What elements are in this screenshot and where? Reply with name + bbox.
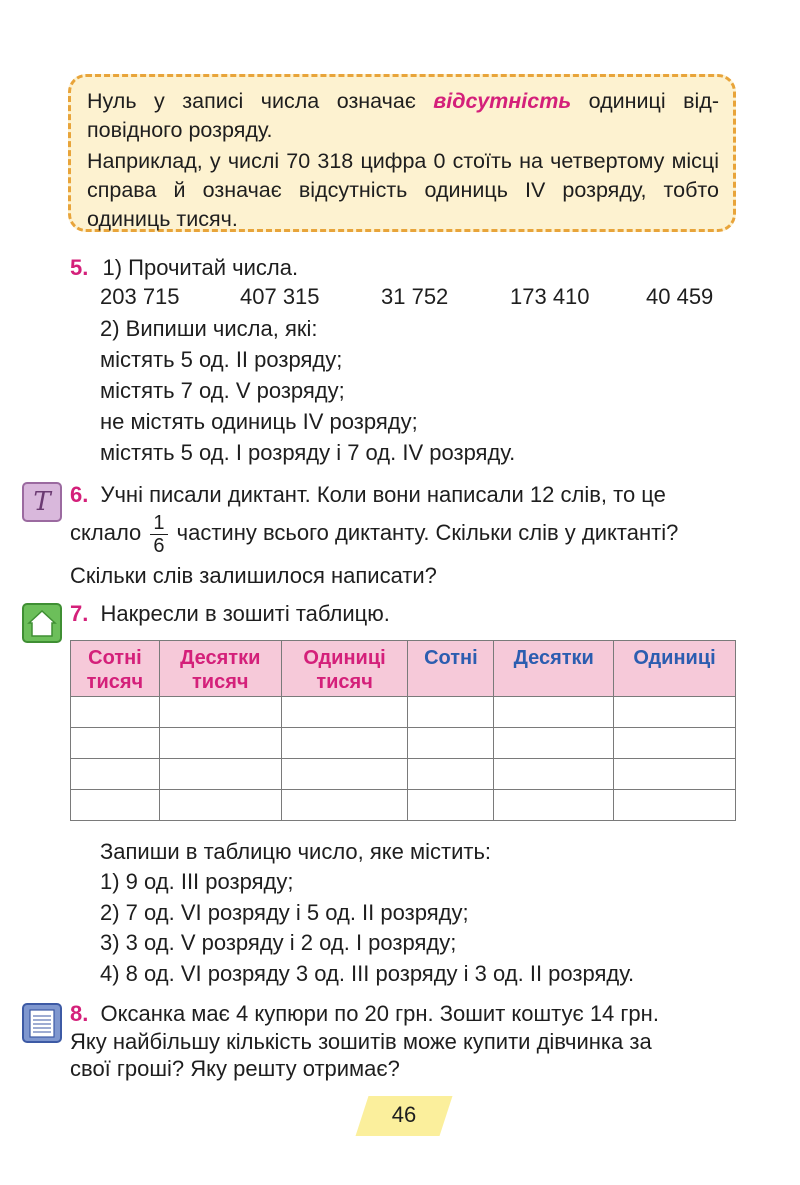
task5-part1: 5. 1) Прочитай числа. — [70, 255, 299, 280]
table-row — [71, 790, 736, 821]
fraction: $\frac{1}{6}$ — [150, 512, 167, 557]
task5-number-4: 40 459 — [646, 284, 714, 309]
table-header: Одиниці — [614, 641, 736, 697]
task6-number: 6. — [70, 482, 89, 507]
table-header: Одиниці тисяч — [281, 641, 408, 697]
rule-box — [68, 74, 736, 232]
task5-condition: містять 5 од. І розряду і 7 од. IV розряду. — [100, 440, 516, 465]
table-header-row — [71, 641, 736, 697]
task7-number: 7. — [70, 601, 89, 626]
table-row — [71, 697, 736, 728]
table-row — [71, 759, 736, 790]
task5-number: 5. — [70, 255, 89, 280]
task8-number: 8. — [70, 1001, 89, 1026]
task5-number-0: 203 715 — [100, 284, 180, 309]
task7-item: 1) 9 од. ІІІ розряду; — [100, 869, 294, 894]
rule-text-1: Нуль у записі числа означає відсутність одиниці від-повідного розряду. — [87, 89, 719, 142]
table-row — [71, 728, 736, 759]
test-icon: Т — [22, 482, 62, 522]
task5-condition: містять 7 од. V розряду; — [100, 378, 345, 403]
task6-line2: склало $\frac{1}{6}$ частину всього диктанту. Скільки слів у диктанті? — [70, 511, 679, 557]
page-number: 46 — [362, 1096, 446, 1136]
table-header: Десятки тисяч — [159, 641, 281, 697]
task5-part2: 2) Випиши числа, які: — [100, 316, 318, 341]
rule-emphasis: відсутність — [433, 89, 572, 113]
task7-item: 2) 7 од. VI розряду і 5 од. ІІ розряду; — [100, 900, 469, 925]
task7-item: 4) 8 од. VI розряду 3 од. ІІІ розряду і 3 од. ІІ розряду. — [100, 961, 635, 986]
notebook-icon — [22, 1003, 62, 1043]
task8-line2: Яку найбільшу кількість зошитів може купити дівчинка за — [70, 1029, 652, 1054]
task5-number-1: 407 315 — [240, 284, 320, 309]
task7-item: 3) 3 од. V розряду і 2 од. І розряду; — [100, 930, 457, 955]
table-header: Сотні тисяч — [71, 641, 160, 697]
task5-number-2: 31 752 — [381, 284, 449, 309]
task6-line1: 6. Учні писали диктант. Коли вони написали 12 слів, то це — [70, 482, 666, 507]
task8-line3: свої гроші? Яку решту отримає? — [70, 1056, 400, 1081]
task6-line3: Скільки слів залишилося написати? — [70, 563, 437, 588]
task5-condition: містять 5 од. ІІ розряду; — [100, 347, 343, 372]
task5-number-3: 173 410 — [510, 284, 590, 309]
task5-condition: не містять одиниць IV розряду; — [100, 409, 418, 434]
home-icon — [22, 603, 62, 643]
task8-line1: 8. Оксанка має 4 купюри по 20 грн. Зошит коштує 14 грн. — [70, 1001, 659, 1026]
task7-title: 7. Накресли в зошиті таблицю. — [70, 601, 390, 626]
table-header: Сотні — [408, 641, 494, 697]
task7-intro: Запиши в таблицю число, яке містить: — [100, 839, 492, 864]
rule-text-2: Наприклад, у числі 70 318 цифра 0 стоїть на четвертому місці справа й означає відсутність одиниць IV розряду, тобто одиниць тисяч. — [87, 149, 719, 231]
place-value-table — [70, 640, 736, 821]
table-header: Десятки — [494, 641, 614, 697]
